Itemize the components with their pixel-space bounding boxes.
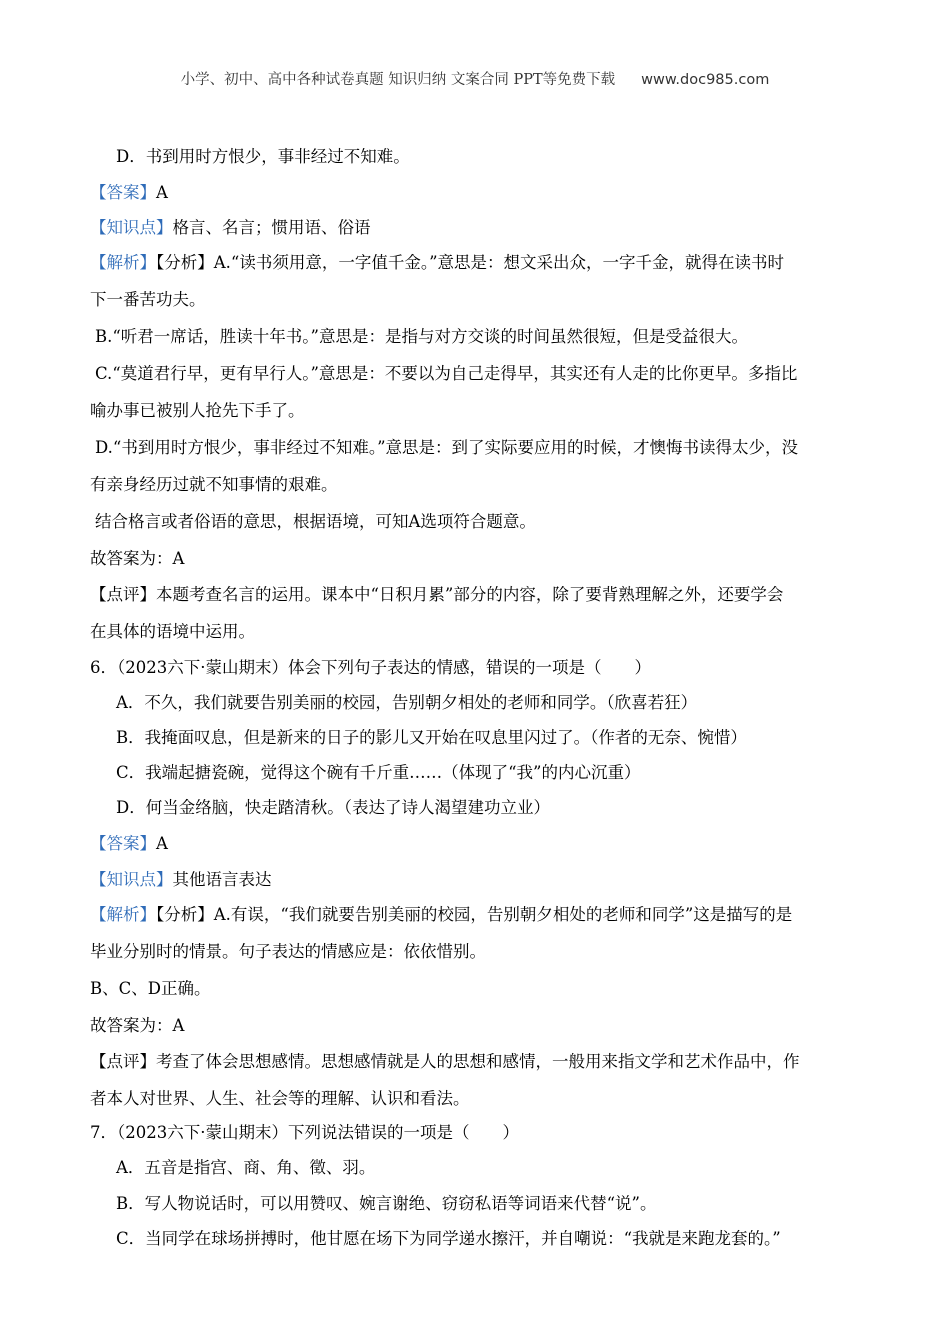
q6-option-d: D．何当金络脑，快走踏清秋。（表达了诗人渴望建功立业） — [116, 798, 550, 817]
analysis-c: C.“莫道君行早，更有早行人。”意思是：不要以为自己走得早，其实还有人走的比你更早。多指比 — [95, 364, 798, 383]
header-text: 小学、初中、高中各种试卷真题 知识归纳 文案合同 PPT等免费下载 — [180, 72, 616, 88]
knowledge-value: 其他语言表达 — [172, 870, 272, 889]
knowledge-line-5 — [90, 216, 870, 240]
analysis-6-bcd: B、C、D正确。 — [90, 979, 211, 998]
answer-tag: 【答案】 — [90, 834, 156, 853]
answer-line-6 — [90, 832, 870, 856]
analysis-line-5 — [90, 251, 870, 275]
comment-5: 【点评】本题考查名言的运用。课本中“日积月累”部分的内容，除了要背熟理解之外，还要学会 — [90, 585, 784, 604]
comment-6: 【点评】考查了体会思想感情。思想感情就是人的思想和感情，一般用来指文学和艺术作品中，作 — [90, 1052, 800, 1071]
analysis-tag: 【解析】 — [90, 905, 156, 924]
knowledge-tag: 【知识点】 — [90, 218, 173, 237]
analysis-d: D.“书到用时方恨少，事非经过不知难。”意思是：到了实际要应用的时候，才懊悔书读得太少，没 — [95, 438, 799, 457]
analysis-tag: 【解析】 — [90, 253, 156, 272]
knowledge-value: 格言、名言；惯用语、俗语 — [172, 218, 371, 237]
comment-6-cont: 者本人对世界、人生、社会等的理解、认识和看法。 — [90, 1089, 470, 1108]
analysis-line-6 — [90, 903, 870, 927]
analysis-6-cont: 毕业分别时的情景。句子表达的情感应是：依依惜别。 — [90, 942, 486, 961]
q6-option-b: B．我掩面叹息，但是新来的日子的影儿又开始在叹息里闪过了。（作者的无奈、惋惜） — [116, 728, 747, 747]
q7-option-c: C．当同学在球场拼搏时，他甘愿在场下为同学递水擦汗，并自嘲说：“我就是来跑龙套的。” — [116, 1229, 781, 1248]
knowledge-line-6 — [90, 868, 870, 892]
question-7: 7．（2023六下·蒙山期末）下列说法错误的一项是（ ） — [90, 1123, 519, 1142]
analysis-cont: 下一番苦功夫。 — [90, 290, 206, 309]
page-header — [0, 68, 950, 89]
option-d-prev: D．书到用时方恨少，事非经过不知难。 — [116, 147, 410, 166]
final-answer-6: 故答案为：A — [90, 1016, 185, 1035]
answer-line-5 — [90, 181, 870, 205]
q7-option-b: B．写人物说话时，可以用赞叹、婉言谢绝、窃窃私语等词语来代替“说”。 — [116, 1194, 657, 1213]
final-answer-5: 故答案为：A — [90, 549, 185, 568]
answer-tag: 【答案】 — [90, 183, 156, 202]
knowledge-tag: 【知识点】 — [90, 870, 173, 889]
comment-5-cont: 在具体的语境中运用。 — [90, 622, 255, 641]
question-6: 6．（2023六下·蒙山期末）体会下列句子表达的情感，错误的一项是（ ） — [90, 658, 651, 677]
q7-option-a: A．五音是指宫、商、角、徵、羽。 — [116, 1158, 376, 1177]
analysis-b: B.“听君一席话，胜读十年书。”意思是：是指与对方交谈的时间虽然很短，但是受益很大。 — [95, 327, 748, 346]
q6-option-a: A．不久，我们就要告别美丽的校园，告别朝夕相处的老师和同学。（欣喜若狂） — [116, 693, 698, 712]
answer-value: A — [156, 183, 168, 202]
analysis-c-cont: 喻办事已被别人抢先下手了。 — [90, 401, 305, 420]
answer-value: A — [156, 834, 168, 853]
q6-option-c: C．我端起搪瓷碗，觉得这个碗有千斤重……（体现了“我”的内心沉重） — [116, 763, 641, 782]
analysis-d-cont: 有亲身经历过就不知事情的艰难。 — [90, 475, 338, 494]
analysis-text: 【分析】A.“读书须用意，一字值千金。”意思是：想文采出众，一字千金，就得在读书时 — [156, 253, 785, 272]
header-site-link[interactable]: www.doc985.com — [641, 72, 770, 88]
analysis-text: 【分析】A.有误，“我们就要告别美丽的校园，告别朝夕相处的老师和同学”这是描写的是 — [156, 905, 793, 924]
analysis-summary: 结合格言或者俗语的意思，根据语境，可知A选项符合题意。 — [95, 512, 536, 531]
